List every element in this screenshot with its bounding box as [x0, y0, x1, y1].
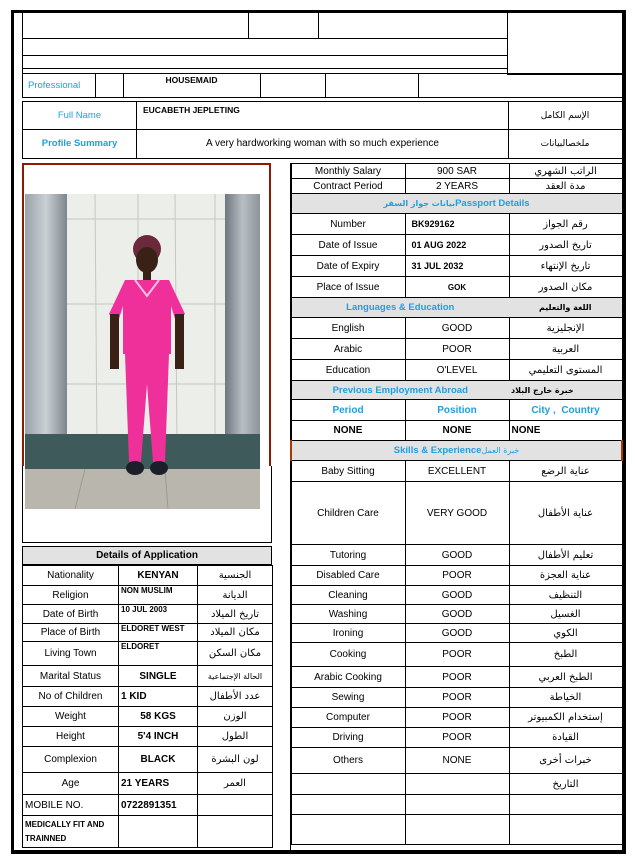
table-row — [291, 708, 622, 728]
table-row — [23, 605, 273, 624]
row-label: Date of Expiry — [291, 256, 405, 277]
row-label-ar: تاريخ الصدور — [509, 235, 622, 256]
date-of-birth-value: 10 JUL 2003 — [119, 605, 198, 624]
row-label-ar: الجنسية — [198, 566, 273, 586]
children-value: 1 KID — [119, 687, 198, 707]
full-name-label: Full Name — [57, 109, 102, 121]
table-row — [291, 605, 622, 624]
profile-summary-value: A very hardworking woman with so much experience — [206, 138, 439, 149]
religion-value: NON MUSLIM — [119, 586, 198, 605]
table-row — [291, 728, 622, 748]
row-label: Age — [23, 773, 119, 795]
row-label-ar: التنظيف — [509, 586, 622, 605]
row-label-ar: مدة العقد — [509, 179, 622, 194]
position-header: Position — [405, 400, 509, 421]
skill-value: EXCELLENT — [405, 461, 509, 482]
contract-table — [290, 163, 623, 845]
row-label: Others — [291, 748, 405, 774]
row-label-ar: العربية — [509, 339, 622, 360]
skill-value: POOR — [405, 667, 509, 688]
row-label-ar: الكوي — [509, 624, 622, 643]
languages-title: Languages & Education — [291, 298, 509, 318]
mobile-value: 0722891351 — [119, 795, 198, 816]
row-label: Tutoring — [291, 545, 405, 566]
salary-value: 900 SAR — [405, 164, 509, 179]
passport-number-value: BK929162 — [405, 214, 509, 235]
empty-cell — [291, 815, 405, 845]
row-label-ar: تاريخ الميلاد — [198, 605, 273, 624]
row-label: Baby Sitting — [291, 461, 405, 482]
skill-value: GOOD — [405, 545, 509, 566]
table-row — [291, 461, 622, 482]
table-row — [23, 687, 273, 707]
professional-label: Professional — [28, 79, 81, 91]
row-label: Religion — [23, 586, 119, 605]
row-label-ar: عدد الأطفال — [198, 687, 273, 707]
place-of-birth-value: ELDORET WEST — [119, 624, 198, 642]
skill-value: POOR — [405, 643, 509, 667]
row-label-ar: لون البشرة — [198, 747, 273, 773]
employment-title-ar: خبرة خارج البلاد — [509, 381, 622, 400]
table-row — [23, 727, 273, 747]
table-row — [291, 360, 622, 381]
date-label-ar: التاريخ — [509, 774, 622, 795]
table-row — [291, 179, 622, 194]
table-row — [291, 624, 622, 643]
row-label-ar: الإنجليزية — [509, 318, 622, 339]
position-value: NONE — [405, 421, 509, 441]
row-label: Date of Issue — [291, 235, 405, 256]
row-label-ar: الوزن — [198, 707, 273, 727]
education-value: O'LEVEL — [405, 360, 509, 381]
row-label: Place of Birth — [23, 624, 119, 642]
row-label-ar: القيادة — [509, 728, 622, 748]
table-row — [291, 277, 622, 298]
full-name-value: EUCABETH JEPLETING — [143, 105, 240, 115]
row-label: Children Care — [291, 482, 405, 545]
row-label: Nationality — [23, 566, 119, 586]
row-label-ar: الطبخ — [509, 643, 622, 667]
skill-value: POOR — [405, 688, 509, 708]
row-label: Arabic — [291, 339, 405, 360]
table-row — [291, 815, 622, 845]
table-row — [23, 707, 273, 727]
row-label-ar: عناية العجزة — [509, 566, 622, 586]
row-label: Weight — [23, 707, 119, 727]
row-label: No of Children — [23, 687, 119, 707]
skill-value: VERY GOOD — [405, 482, 509, 545]
table-row — [23, 624, 273, 642]
application-title: Details of Application — [22, 546, 272, 565]
table-row — [291, 482, 622, 545]
table-row — [291, 774, 622, 795]
row-label: Monthly Salary — [291, 164, 405, 179]
empty-cell — [405, 795, 509, 815]
row-label: Driving — [291, 728, 405, 748]
row-label-ar: عناية الرضع — [509, 461, 622, 482]
skill-value: GOOD — [405, 605, 509, 624]
row-label: Arabic Cooking — [291, 667, 405, 688]
employment-section-header — [291, 381, 622, 400]
table-row — [291, 566, 622, 586]
period-value: NONE — [291, 421, 405, 441]
table-row — [23, 773, 273, 795]
row-label — [291, 774, 405, 795]
profession-value: HOUSEMAID — [165, 75, 218, 85]
table-row — [23, 586, 273, 605]
table-row — [23, 816, 273, 848]
row-label: Education — [291, 360, 405, 381]
complexion-value: BLACK — [119, 747, 198, 773]
table-row — [291, 643, 622, 667]
table-row — [291, 421, 622, 441]
row-label: Ironing — [291, 624, 405, 643]
living-town-value: ELDORET — [119, 642, 198, 666]
table-row — [291, 667, 622, 688]
row-label-ar: الغسيل — [509, 605, 622, 624]
skills-section-header — [291, 441, 622, 461]
row-label: Cooking — [291, 643, 405, 667]
table-row — [291, 586, 622, 605]
employment-title: Previous Employment Abroad — [291, 381, 509, 400]
expiry-date-value: 31 JUL 2032 — [405, 256, 509, 277]
table-row — [291, 214, 622, 235]
passport-title-ar: بيانات جواز السفر — [383, 199, 456, 208]
row-label-ar: الطول — [198, 727, 273, 747]
profile-summary-label: Profile Summary — [41, 138, 118, 149]
skill-value: NONE — [405, 748, 509, 774]
skill-value: POOR — [405, 708, 509, 728]
table-row — [291, 235, 622, 256]
medically-fit-value — [119, 816, 198, 848]
table-row — [23, 795, 273, 816]
row-label: Height — [23, 727, 119, 747]
table-row — [291, 339, 622, 360]
profile-summary-ar: ملخصالبيانات — [540, 139, 590, 149]
row-label-ar: مكان الميلاد — [198, 624, 273, 642]
marital-status-value: SINGLE — [119, 666, 198, 687]
table-row — [23, 566, 273, 586]
table-row — [291, 545, 622, 566]
row-label-ar: تاريخ الإنتهاء — [509, 256, 622, 277]
empty-cell — [509, 795, 622, 815]
nationality-value: KENYAN — [119, 566, 198, 586]
row-label-ar: رقم الجواز — [509, 214, 622, 235]
row-label: Living Town — [23, 642, 119, 666]
medically-fit-label: MEDICALLY FIT AND TRAINNED — [23, 816, 119, 848]
skill-value: POOR — [405, 728, 509, 748]
row-label-ar: إستخدام الكمبيوتر — [509, 708, 622, 728]
row-label: Computer — [291, 708, 405, 728]
row-label: Washing — [291, 605, 405, 624]
row-label-ar — [198, 816, 273, 848]
row-label-ar: العمر — [198, 773, 273, 795]
issue-date-value: 01 AUG 2022 — [405, 235, 509, 256]
passport-section-header — [291, 194, 622, 214]
contract-period-value: 2 YEARS — [405, 179, 509, 194]
city-country-header: City , Country — [509, 400, 622, 421]
row-label-ar: الراتب الشهري — [509, 164, 622, 179]
row-label: Place of Issue — [291, 277, 405, 298]
languages-title-ar: اللغة والتعليم — [509, 298, 622, 318]
application-table — [22, 565, 273, 848]
row-label-ar: عناية الأطفال — [509, 482, 622, 545]
table-row — [291, 795, 622, 815]
languages-section-header — [291, 298, 622, 318]
row-label: Complexion — [23, 747, 119, 773]
row-label-ar: تعليم الأطفال — [509, 545, 622, 566]
table-row — [291, 688, 622, 708]
period-header: Period — [291, 400, 405, 421]
row-label-ar: الطبخ العربي — [509, 667, 622, 688]
row-label-ar — [198, 795, 273, 816]
skills-title: Skills & Experience — [393, 445, 482, 456]
mobile-label: MOBILE NO. — [23, 795, 119, 816]
english-value: GOOD — [405, 318, 509, 339]
table-row — [291, 256, 622, 277]
full-name-ar: الإسم الكامل — [540, 110, 590, 121]
row-label: Sewing — [291, 688, 405, 708]
empty-cell — [405, 815, 509, 845]
row-label-ar: خبرات أخرى — [509, 748, 622, 774]
table-row — [23, 747, 273, 773]
table-row — [23, 642, 273, 666]
skill-value: GOOD — [405, 586, 509, 605]
candidate-photo — [25, 194, 260, 509]
row-label: Date of Birth — [23, 605, 119, 624]
city-country-value: NONE — [509, 421, 622, 441]
row-label: Number — [291, 214, 405, 235]
skill-value — [405, 774, 509, 795]
row-label: Marital Status — [23, 666, 119, 687]
empty-cell — [509, 815, 622, 845]
row-label-ar: المستوى التعليمي — [509, 360, 622, 381]
row-label: Contract Period — [291, 179, 405, 194]
age-value: 21 YEARS — [119, 773, 198, 795]
table-row — [23, 666, 273, 687]
row-label-ar: الديانة — [198, 586, 273, 605]
skills-title-ar: خبرة العمل — [481, 446, 520, 455]
passport-title: Passport Details — [455, 198, 530, 209]
table-row — [291, 318, 622, 339]
skill-value: POOR — [405, 566, 509, 586]
arabic-value: POOR — [405, 339, 509, 360]
row-label: Disabled Care — [291, 566, 405, 586]
table-row — [291, 748, 622, 774]
employment-header-row — [291, 400, 622, 421]
empty-cell — [291, 795, 405, 815]
skill-value: GOOD — [405, 624, 509, 643]
row-label-ar: الحالة الإجتماعية — [198, 666, 273, 687]
row-label-ar: مكان السكن — [198, 642, 273, 666]
place-of-issue-value: GOK — [405, 277, 509, 298]
row-label-ar: مكان الصدور — [509, 277, 622, 298]
row-label: Cleaning — [291, 586, 405, 605]
row-label-ar: الخياطة — [509, 688, 622, 708]
weight-value: 58 KGS — [119, 707, 198, 727]
row-label: English — [291, 318, 405, 339]
height-value: 5'4 INCH — [119, 727, 198, 747]
table-row — [291, 164, 622, 179]
